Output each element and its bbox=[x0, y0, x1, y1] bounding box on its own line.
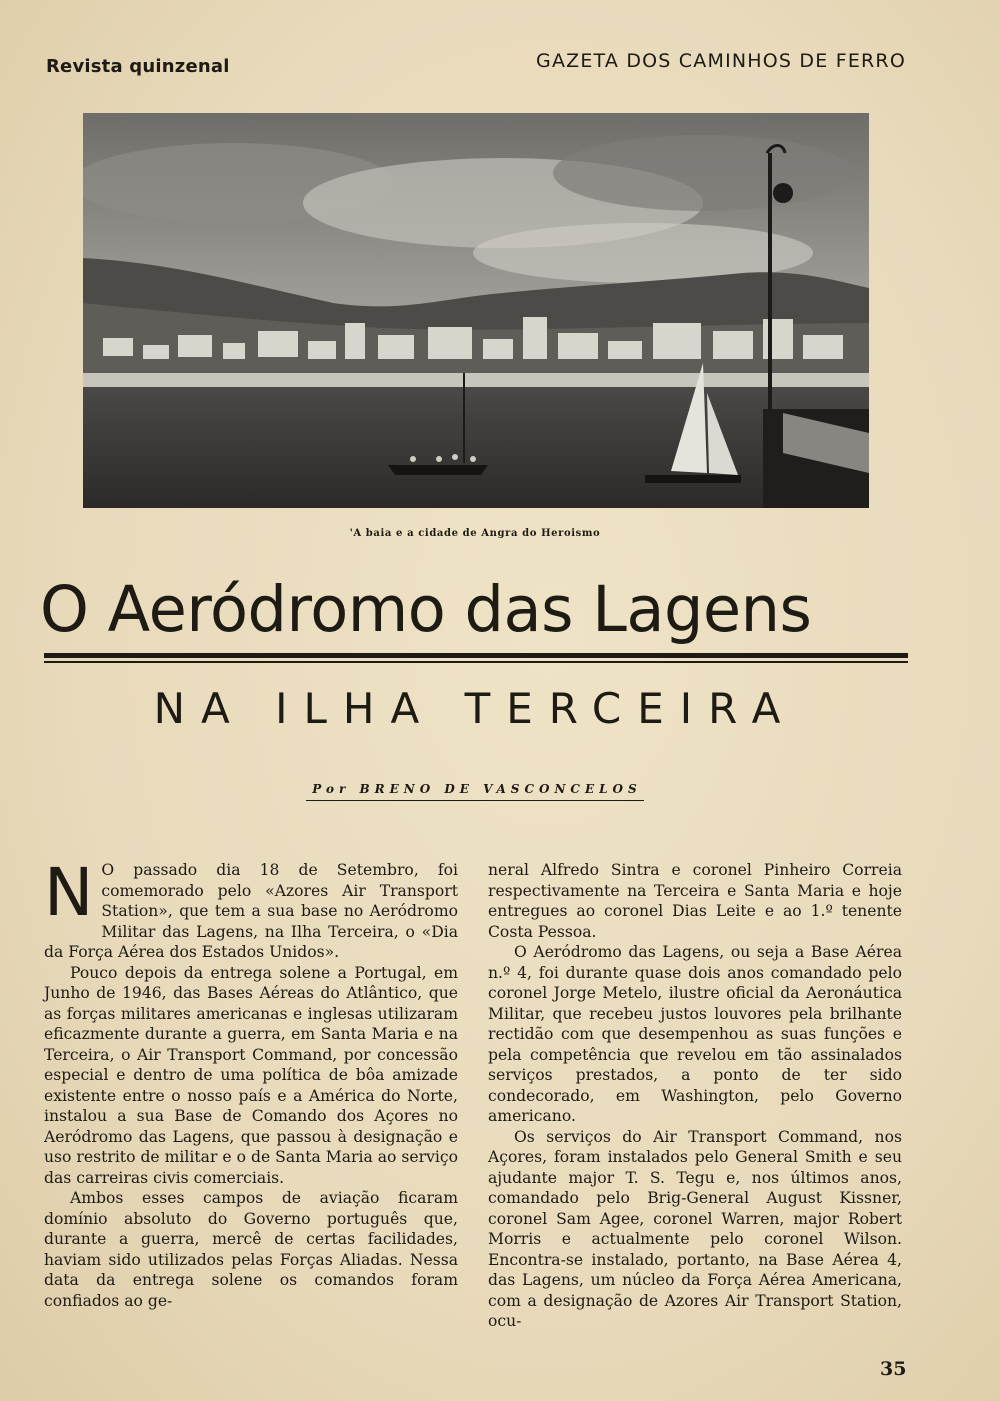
article-paragraph: Pouco depois da entrega solene a Portugal, em Junho de 1946, das Bases Aéreas do Atlântico, que as forças militares americanas e inglesas utilizaram eficazmente durante a guerra, em Santa Maria e na Terceira, o Air Transport Command, por concessão especial e dentro de uma política de bôa amizade existente entre o nosso país e a América do Norte, instalou a sua Base de Comando dos Açores no Aeródromo das Lagens, que passou à designação e uso restrito de militar e o de Santa Maria ao serviço das carreiras civis comerciais. bbox=[44, 963, 458, 1187]
article-paragraph: Ambos esses campos de aviação ficaram domínio absoluto do Governo português que, durante a guerra, mercê de certas facilidades, haviam sido utilizados pelas Forças Aliadas. Nessa data da entrega solene os comandos foram confiados ao ge- bbox=[44, 1189, 458, 1310]
page-number: 35 bbox=[880, 1358, 907, 1380]
article-paragraph: Os serviços do Air Transport Command, nos Açores, foram instalados pelo General Smith e seu ajudante major T. S. Tegu e, nos últimos anos, comandado pelo Brig-General August Kissner, coronel Sam Agee, coronel Warren, major Robert Morris e actualmente pelo coronel Wilson. Encontra-se instalado, portanto, na Base Aérea 4, das Lagens, um núcleo da Força Aérea Americana, com a designação de Azores Air Transport Station, ocu- bbox=[488, 1127, 902, 1330]
harbor-photo bbox=[83, 113, 869, 508]
harbor-photo-image bbox=[83, 113, 869, 508]
title-rule-thin bbox=[44, 661, 908, 663]
byline-text: Por BRENO DE VASCONCELOS bbox=[306, 782, 643, 801]
article-paragraph: O Aeródromo das Lagens, ou seja a Base Aérea n.º 4, foi durante quase dois anos comandado pelo coronel Jorge Metelo, ilustre oficial da Aeronáutica Militar, que recebeu justos louvores pela brilhante rectidão com que desempenhou as suas funções e pela competência que revelou em tão assinalados serviços prestados, a ponto de ter sido condecorado, em Washington, pelo Governo americano. bbox=[488, 943, 902, 1125]
header-magazine-title: GAZETA DOS CAMINHOS DE FERRO bbox=[536, 50, 906, 72]
photo-caption: 'A baia e a cidade de Angra do Heroismo bbox=[349, 528, 601, 539]
article-column-right bbox=[488, 860, 902, 1332]
title-rule-thick bbox=[44, 653, 908, 658]
article-title: O Aeródromo das Lagens bbox=[40, 573, 812, 646]
paragraph-text: O passado dia 18 de Setembro, foi comemorado pelo «Azores Air Transport Station», que tem a sua base no Aeródromo Militar das Lagens, na Ilha Terceira, o «Dia da Força Aérea dos Estados Unidos». bbox=[44, 861, 458, 961]
header-magazine-frequency: Revista quinzenal bbox=[46, 56, 230, 77]
article-paragraph: neral Alfredo Sintra e coronel Pinheiro Correia respectivamente na Terceira e Santa Maria e hoje entregues ao coronel Dias Leite e ao 1.º tenente Costa Pessoa. bbox=[488, 861, 902, 941]
article-column-left bbox=[44, 854, 458, 1311]
article-paragraph bbox=[44, 854, 458, 963]
drop-cap: N bbox=[44, 854, 94, 931]
article-subtitle: NA ILHA TERCEIRA bbox=[153, 684, 797, 733]
article-byline bbox=[0, 782, 950, 796]
